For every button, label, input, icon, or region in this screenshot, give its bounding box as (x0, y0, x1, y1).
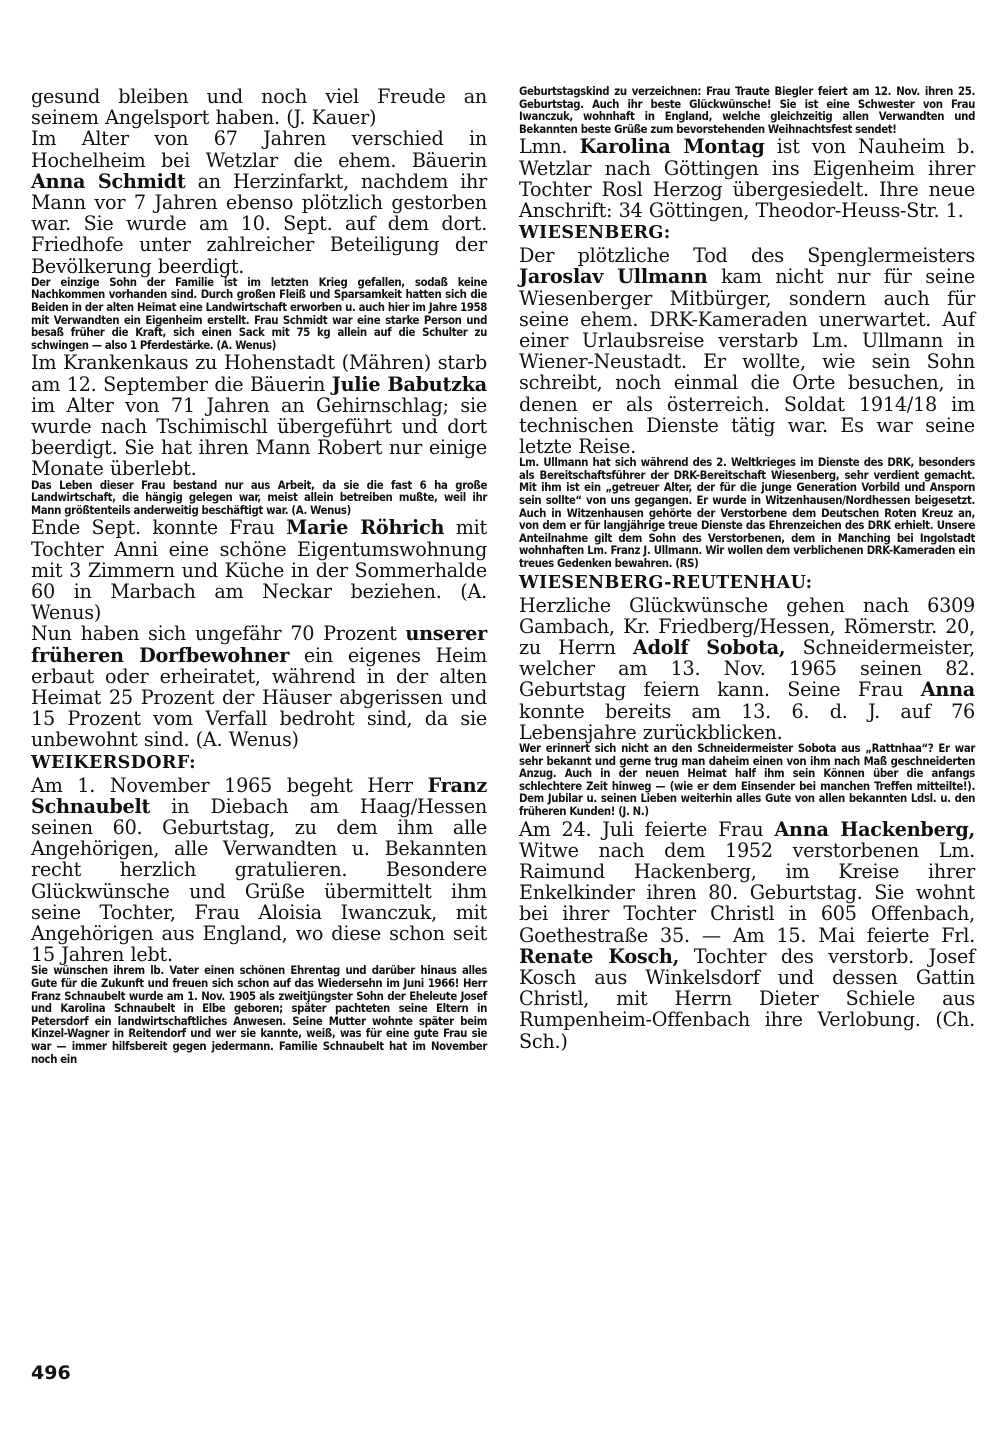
article-paragraph (519, 819, 975, 1052)
paragraph-text: Nun haben sich ungefähr 70 Prozent (31, 622, 406, 646)
paragraph-text: konnte bereits am 13. 6. d. J. auf 76 Lebensjahre zurückblicken. (519, 699, 975, 744)
section-heading: WEIKERSDORF: (31, 752, 196, 773)
paragraph-text: kam nicht nur für seine Wiesenberger Mitbürger, sondern auch für seine ehem. DRK-Kameraden unerwartet. Auf einer Urlaubsreise verstarb Lm. Ullmann in Wiener-Neustadt. Er wollte, wie sein Sohn schreibt, noch einmal die Orte besuchen, in denen er als österreich. Soldat 1914/18 im technischen Dienste tätig war. Es war seine letzte Reise. (519, 265, 976, 459)
paragraph-text: ist von Nauheim b. Wetzlar nach Göttingen ins Eigenheim ihrer Tochter Rosl Herzog übergesiedelt. Ihre neue Anschrift: 34 Göttingen, Theodor-Heuss-Str. 1. (519, 135, 976, 222)
person-name: Julie Babutzka (331, 372, 487, 396)
small-print-paragraph: Wer erinnert sich nicht an den Schneidermeister Sobota aus „Rattnhaa“? Er war sehr bekannt und gerne trug man daheim einen von ihm nach Maß geschneiderten Anzug. Auch in der neuen Heimat half ihm sein Können über die anfangs schlechtere Zeit hinweg — (wie er dem Einsender bei manchen Treffen mitteilte!). Dem Jubilar u. seinen Lieben weiterhin alles Gute von allen bekannten Ldsl. u. den früheren Kunden! (J. N.) (519, 741, 975, 818)
small-print-paragraph (519, 86, 975, 136)
small-print-paragraph: Lm. Ullmann hat sich während des 2. Weltkrieges im Dienste des DRK, besonders als Bereitschaftsführer der DRK-Bereitschaft Wiesenberg, sehr verdient gemacht. Mit ihm ist ein „getreuer Alter, der für die junge Generation Vorbild und Ansporn sein sollte“ von uns gegangen. Er wurde in Witzenhausen/Nordhessen beigesetzt. Auch in Witzenhausen gehörte der Verstorbene dem Deutschen Roten Kreuz an, von dem er für langjährige treue Dienste das Ehrenzeichen des DRK erhielt. Unsere Anteilnahme gilt dem Sohn des Verstorbenen, dem in Manching bei Ingolstadt wohnhaften Lm. Franz J. Ullmann. Wir wollen dem verblichenen DRK-Kameraden ein treues Gedenken bewahren. (RS) (519, 456, 975, 570)
small-print-paragraph: Das Leben dieser Frau bestand nur aus Arbeit, da sie die fast 6 ha große Landwirtschaft, die hängig gelegen war, meist allein betreiben mußte, weil ihr Mann größtenteils anderweitig beschäftigt war. (A. Wenus) (31, 478, 487, 517)
paragraph-text: an Herzinfarkt, nachdem ihr Mann vor 7 Jahren ebenso plötzlich gestorben war. Sie wurde am 10. Sept. auf dem dort. Friedhofe unter zahlreicher Beteiligung der Bevölkerung beerdigt. (31, 169, 488, 278)
paragraph-text: im Alter von 71 Jahren an Gehirnschlag; sie wurde nach Tschimischl übergeführt und dort beerdigt. Sie hat ihren Mann Robert nur einige Monate überlebt. (31, 393, 487, 481)
article-paragraph (31, 623, 487, 750)
section-heading: WIESENBERG: (519, 223, 671, 244)
article-paragraph (31, 128, 487, 276)
article-paragraph (31, 352, 487, 479)
right-column (519, 86, 975, 1052)
paragraph-text: Am 24. Juli feierte Frau (519, 817, 775, 841)
person-name: Anna Schmidt (31, 169, 186, 193)
person-name: Anna (920, 678, 975, 702)
article-paragraph (519, 595, 975, 743)
person-name: Karolina Montag (579, 135, 765, 159)
person-name: Anna Hackenberg, (774, 817, 975, 841)
article-paragraph (31, 86, 487, 128)
emphasis-text: unserer früheren Dorfbewohner (31, 622, 487, 667)
paragraph-text: feiert am 12. Nov. ihren 25. Geburtstag. Auch ihr beste Glückwünsche! Sie ist eine Schwester von Frau Iwanczuk, wohnhaft in England, welche gleichzeitig allen Verwandten und Bekannten beste Grüße zum bevorstehenden Weihnachtsfest sendet! (519, 85, 975, 136)
person-name: Adolf Sobota, (633, 635, 786, 659)
article-paragraph (519, 245, 975, 457)
article-paragraph (31, 517, 487, 623)
paragraph-text: Lmn. (519, 135, 580, 159)
person-name: Traute Biegler (735, 85, 813, 98)
paragraph-text: Herzliche Glückwünsche gehen nach 6309 Gambach, Kr. Friedberg/Hessen, Römerstr. 20, zu Herrn (519, 593, 975, 659)
paragraph-text: Am 1. November 1965 begeht Herr (31, 773, 428, 797)
paragraph-text: gesund bleiben und noch viel Freude an seinem Angelsport haben. (J. Kauer) (31, 85, 487, 130)
paragraph-text: Schneidermeister, welcher am 13. Nov. 1965 seinen 82. Geburtstag feiern kann. Seine Frau (519, 635, 975, 702)
paragraph-text: mit Tochter Anni eine schöne Eigentumswohnung mit 3 Zimmern und Küche in der Sommerhalde 60 in Marbach am Neckar beziehen. (A. Wenus) (31, 516, 487, 625)
small-print-paragraph: Der einzige Sohn der Familie ist im letzten Krieg gefallen, sodaß keine Nachkommen vorhanden sind. Durch großen Fleiß und Sparsamkeit hatten sich die Beiden in der alten Heimat eine Landwirtschaft erworben u. auch hier im Jahre 1958 mit Verwandten ein Eigenheim erstellt. Frau Schmidt war eine starke Person und besaß früher die Kraft, sich einen Sack mit 75 kg allein auf die Schulter zu schwingen — also 1 Pferdestärke. (A. Wenus) (31, 275, 487, 352)
person-name: Renate Kosch, (519, 944, 680, 968)
person-name: Jaroslav Ullmann (519, 265, 708, 289)
page-number: 496 (31, 1362, 71, 1384)
paragraph-text: in Diebach am Haag/Hessen seinen 60. Geburtstag, zu dem ihm alle Angehörigen, alle Verwandten u. Bekannten recht herzlich gratulieren. Besondere Glückwünsche und Grüße übermittelt ihm seine Tochter, Frau Aloisia Iwanczuk, mit Angehörigen aus England, wo diese schon seit 15 Jahren lebt. (31, 794, 487, 967)
person-name: Marie Röhrich (286, 516, 445, 540)
paragraph-text: Im Krankenkaus zu Hohenstadt (Mähren) starb am 12. September die Bäuerin (31, 351, 487, 396)
small-print-paragraph: Sie wünschen ihrem lb. Vater einen schönen Ehrentag und darüber hinaus alles Gute für die Zukunft und freuen sich schon auf das Wiedersehn im Juni 1966! Herr Franz Schnaubelt wurde am 1. Nov. 1905 als zweitjüngster Sohn der Eheleute Josef und Karolina Schnaubelt in Elbe geboren; später pachteten seine Eltern in Petersdorf ein landwirtschaftliches Anwesen. Seine Mutter wohnte später beim Kinzel-Wagner in Reitendorf und wer sie kannte, weiß, was für eine gute Frau sie war — immer hilfsbereit gegen jedermann. Familie Schnaubelt hat im November noch ein (31, 964, 487, 1066)
paragraph-text: Witwe nach dem 1952 verstorbenen Lm. Raimund Hackenberg, im Kreise ihrer Enkelkinder ihren 80. Geburtstag. Sie wohnt bei ihrer Tochter Christl in 605 Offenbach, Goethestraße 35. — Am 15. Mai feierte Frl. (519, 838, 975, 947)
paragraph-text: Im Alter von 67 Jahren verschied in Hochelheim bei Wetzlar die ehem. Bäuerin (31, 127, 487, 172)
article-paragraph (31, 775, 487, 966)
paragraph-text: Ende Sept. konnte Frau (31, 516, 287, 540)
section-heading: WIESENBERG-REUTENHAU: (519, 572, 813, 593)
paragraph-text: ein eigenes Heim erbaut oder erheiratet, während in der alten Heimat 25 Prozent der Häuser abgerissen und 15 Prozent vom Verfall bedroht sind, da sie unbewohnt sind. (A. Wenus) (31, 643, 487, 752)
left-column (31, 86, 487, 1066)
paragraph-text: Geburtstagskind zu verzeichnen: Frau (519, 85, 736, 98)
article-paragraph (519, 136, 975, 221)
paragraph-text: Tochter des verstorb. Josef Kosch aus Winkelsdorf und dessen Gattin Christl, mit Herrn Dieter Schiele aus Rumpenheim-Offenbach ihre Verlobung. (Ch. Sch.) (519, 944, 975, 1053)
person-name: Franz Schnaubelt (31, 773, 487, 818)
paragraph-text: Der plötzliche Tod des Spenglermeisters (519, 244, 975, 268)
